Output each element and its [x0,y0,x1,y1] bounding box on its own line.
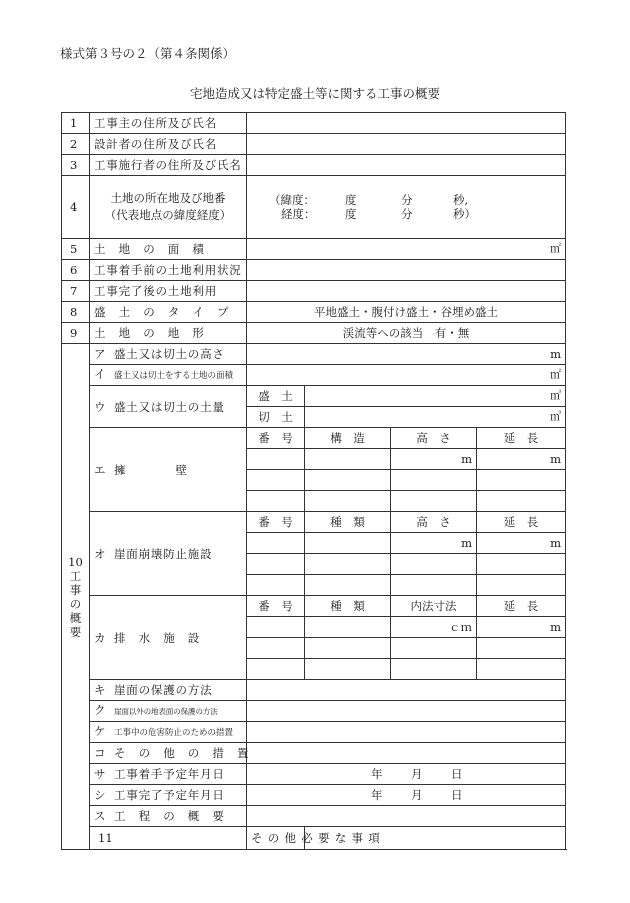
lat-deg: 度 [345,193,357,207]
input-cell[interactable] [247,575,305,596]
input-cell[interactable] [477,575,566,596]
document-title: 宅地造成又は特定盛土等に関する工事の概要 [189,86,440,101]
other-measures-label: そ の 他 の 措 置 [114,746,250,760]
completion-date-label: 工事完了予定年月日 [114,788,225,802]
section-10-title: 工事の概要 [69,568,82,639]
schedule-input-cell[interactable] [247,806,566,827]
row-number: 4 [62,176,90,239]
col-header-length: 延 長 [477,512,566,533]
field-label: 盛 土 の タ イ プ [90,302,247,323]
row-completion-date [62,785,566,806]
row-start-date [62,764,566,785]
field-label: 土 地 の 面 積 [90,239,247,260]
row-other-items [62,827,566,850]
retaining-wall-label: 擁 壁 [114,462,188,477]
height-cell[interactable]: m [391,449,477,470]
input-cell[interactable] [391,575,477,596]
land-use-after-input-cell[interactable] [247,281,566,302]
row-location [62,176,566,239]
kana: コ [94,746,107,760]
row-terrain [62,323,566,344]
height-input-cell[interactable]: m [247,344,566,365]
input-cell[interactable] [247,554,305,575]
kana: キ [94,683,107,697]
hazard-prevention-input-cell[interactable] [247,722,566,743]
fill-type-options[interactable]: 平地盛土・腹付け盛土・谷埋め盛土 [247,302,566,323]
lon-deg: 度 [345,207,357,221]
col-header-height: 高 さ [391,428,477,449]
col-header-height: 高 さ [391,512,477,533]
kana: ク [94,703,106,717]
input-cell[interactable] [305,449,391,470]
fill-volume-input-cell[interactable]: ㎥ [305,386,566,407]
row-number: 11 [90,827,247,850]
field-label [90,680,247,701]
area-input-cell[interactable]: ㎡ [247,239,566,260]
month-label: 月 [411,767,423,781]
kana: イ [94,367,106,381]
slope-facility-label: 崖面崩壊防止施設 [114,546,213,561]
row-schedule [62,806,566,827]
cut-sublabel: 切 土 [247,407,305,428]
row-owner [62,113,566,134]
field-label [90,386,247,428]
length-cell[interactable]: m [477,533,566,554]
row-fill-area [62,365,566,386]
input-cell[interactable] [391,470,477,491]
retaining-wall-header [62,428,566,449]
completion-date-input-cell[interactable] [247,785,566,806]
col-header-length: 延 長 [477,428,566,449]
other-measures-input-cell[interactable] [247,743,566,764]
height-cell[interactable]: m [391,533,477,554]
volume-label: 盛土又は切土の土量 [114,399,225,414]
input-cell[interactable] [305,470,391,491]
input-cell[interactable] [391,491,477,512]
slope-facility-header [62,512,566,533]
location-label: 土地の所在地及び地番 [110,191,226,205]
day-label: 日 [451,788,463,802]
designer-input-cell[interactable] [247,134,566,155]
field-label: 工事施行者の住所及び氏名 [90,155,247,176]
input-cell[interactable] [247,449,305,470]
field-label [90,176,247,239]
input-cell[interactable] [247,533,305,554]
row-number: 1 [62,113,90,134]
field-label: 工事着手前の土地利用状況 [90,260,247,281]
input-cell[interactable] [477,638,566,659]
input-cell[interactable] [391,638,477,659]
field-label [90,806,247,827]
row-land-use-after [62,281,566,302]
input-cell[interactable] [247,617,305,638]
form-number: 様式第３号の２（第４条関係） [60,46,236,61]
field-label [90,365,247,386]
row-number: 9 [62,323,90,344]
input-cell[interactable] [477,659,566,680]
input-cell[interactable] [477,554,566,575]
col-header-type: 種 類 [305,512,391,533]
kana: ス [94,809,107,823]
input-cell[interactable] [305,638,391,659]
schedule-label: 工 程 の 概 要 [114,809,225,823]
col-header-number: 番 号 [247,596,305,617]
fill-sublabel: 盛 土 [247,386,305,407]
input-cell[interactable] [477,491,566,512]
field-label [90,428,247,512]
input-cell[interactable] [305,659,391,680]
col-header-length: 延 長 [477,596,566,617]
col-header-inner-size: 内法寸法 [391,596,477,617]
row-area [62,239,566,260]
col-header-number: 番 号 [247,428,305,449]
length-cell[interactable]: m [477,449,566,470]
day-label: 日 [451,767,463,781]
year-label: 年 [371,788,383,802]
row-number: 10 [68,554,83,569]
input-cell[interactable] [305,533,391,554]
field-label: 工事完了後の土地利用 [90,281,247,302]
row-number: 3 [62,155,90,176]
row-number: 6 [62,260,90,281]
start-date-input-cell[interactable] [247,764,566,785]
input-cell[interactable] [305,617,391,638]
surface-protection-label: 崖面以外の地表面の保護の方法 [114,707,218,716]
row-hazard-prevention [62,722,566,743]
terrain-options[interactable]: 渓流等への該当 有・無 [247,323,566,344]
col-header-number: 番 号 [247,512,305,533]
input-cell[interactable] [247,470,305,491]
field-label [90,722,247,743]
slope-protection-input-cell[interactable] [247,680,566,701]
length-cell[interactable]: m [477,617,566,638]
input-cell[interactable] [305,491,391,512]
drainage-label: 排 水 施 設 [114,630,201,645]
construction-summary-form [61,112,566,850]
kana: オ [94,546,107,561]
input-cell[interactable] [247,659,305,680]
field-label: 設計者の住所及び氏名 [90,134,247,155]
kana: ウ [94,399,107,414]
lat-sec: 秒, [453,193,469,207]
contractor-input-cell[interactable] [247,155,566,176]
field-label: 土 地 の 地 形 [90,323,247,344]
kana: ア [94,347,107,361]
field-label [90,596,247,680]
kana: シ [94,788,107,802]
row-designer [62,134,566,155]
fill-area-input-cell[interactable]: ㎡ [247,365,566,386]
row-slope-protection [62,680,566,701]
year-label: 年 [371,767,383,781]
field-label [90,344,247,365]
input-cell[interactable] [305,554,391,575]
row-fill-type [62,302,566,323]
lat-open: （緯度： [269,193,315,207]
input-cell[interactable] [305,575,391,596]
section-10-label [62,344,90,850]
lon-open: 経度： [281,207,316,221]
land-use-before-input-cell[interactable] [247,260,566,281]
field-label [90,785,247,806]
input-cell[interactable] [477,470,566,491]
start-date-label: 工事着手予定年月日 [114,767,225,781]
input-cell[interactable] [391,659,477,680]
row-other-measures [62,743,566,764]
input-cell[interactable] [247,491,305,512]
cut-volume-input-cell[interactable]: ㎥ [305,407,566,428]
field-label: 工事主の住所及び氏名 [90,113,247,134]
height-label: 盛土又は切土の高さ [114,347,225,361]
input-cell[interactable] [391,554,477,575]
lat-min: 分 [401,193,413,207]
lon-sec: 秒） [453,207,476,221]
row-volume-fill [62,386,566,407]
row-number: 5 [62,239,90,260]
lon-min: 分 [401,207,413,221]
row-land-use-before [62,260,566,281]
kana: カ [94,630,107,645]
surface-protection-input-cell[interactable] [247,701,566,722]
row-height [62,344,566,365]
slope-protection-label: 崖面の保護の方法 [114,683,213,697]
kana: エ [94,462,107,477]
drainage-header [62,596,566,617]
month-label: 月 [411,788,423,802]
field-label [90,764,247,785]
field-label: そ の 他 必 要 な 事 項 [247,827,305,850]
hazard-prevention-label: 工事中の危害防止のための措置 [114,728,234,738]
col-header-structure: 構 造 [305,428,391,449]
row-surface-protection [62,701,566,722]
row-number: 7 [62,281,90,302]
input-cell[interactable] [247,638,305,659]
field-label [90,743,250,764]
row-contractor [62,155,566,176]
latlon-label: （代表地点の緯度経度） [104,208,232,222]
row-number: 2 [62,134,90,155]
kana: サ [94,767,107,781]
kana: ケ [94,724,106,738]
field-label [90,512,247,596]
field-label [90,701,247,722]
owner-input-cell[interactable] [247,113,566,134]
col-header-type: 種 類 [305,596,391,617]
row-number: 8 [62,302,90,323]
latlon-input-cell[interactable] [247,176,566,239]
fill-area-label: 盛土又は切土をする土地の面積 [114,371,234,381]
size-cell[interactable]: ｃｍ [391,617,477,638]
